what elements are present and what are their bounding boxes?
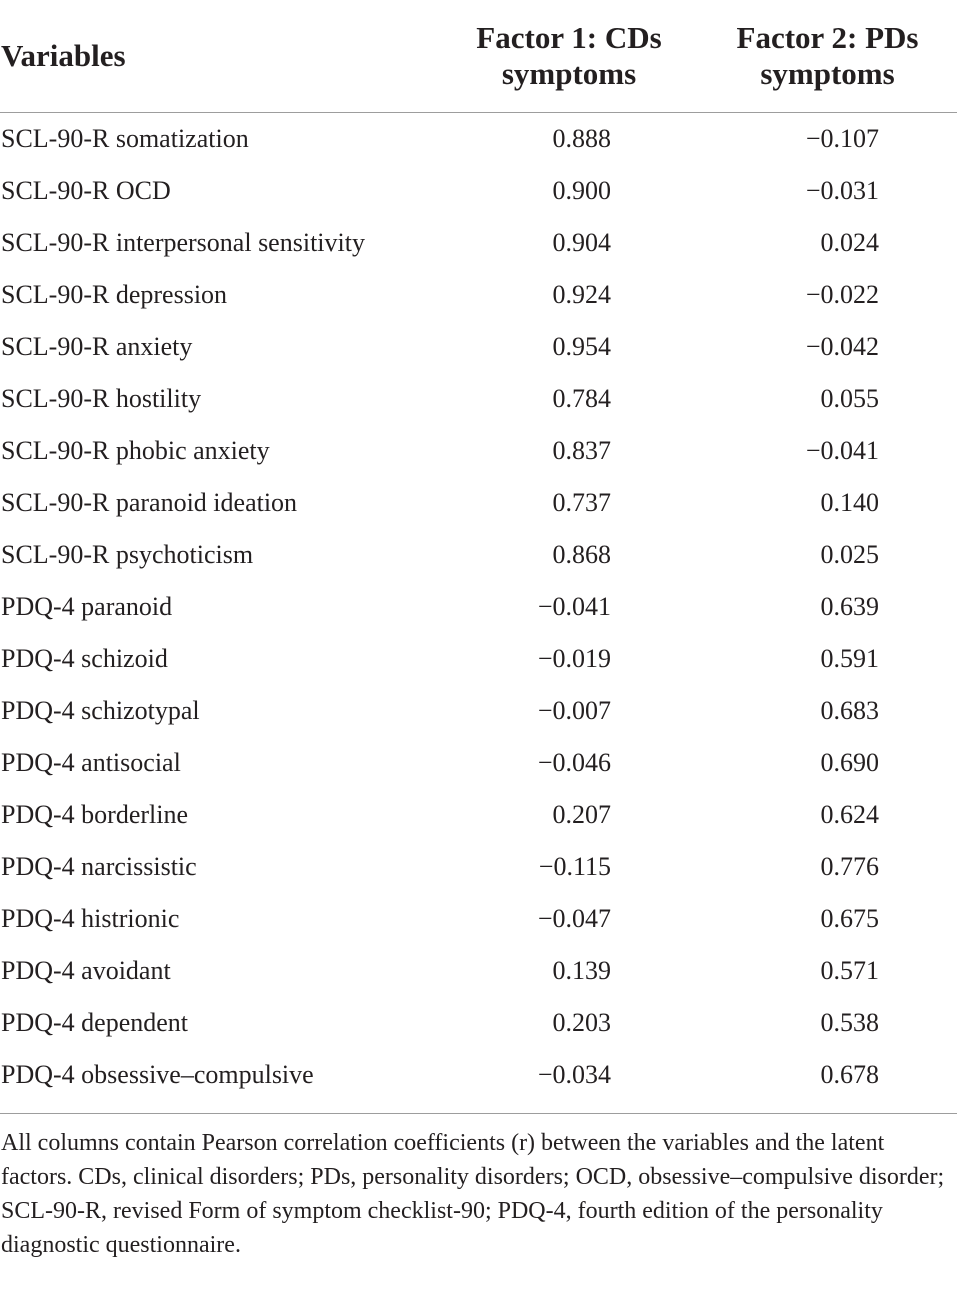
factor-1-value-cell: 0.954 (552, 332, 611, 361)
table-row (0, 945, 957, 997)
table-row (0, 789, 957, 841)
factor-1-value-cell: −0.115 (538, 852, 611, 881)
table-row (0, 529, 957, 581)
factor-1-value-cell: 0.837 (552, 436, 611, 465)
variable-cell: SCL-90-R depression (1, 280, 228, 309)
factor-2-value-cell: −0.031 (805, 176, 879, 205)
variable-cell: SCL-90-R psychoticism (1, 540, 254, 569)
variable-cell: PDQ-4 avoidant (1, 956, 171, 985)
factor-1-value-cell: 0.904 (552, 228, 611, 257)
variable-cell: SCL-90-R somatization (1, 124, 249, 153)
header-factor-2-line-2: symptoms (760, 56, 895, 91)
table-row (0, 581, 957, 633)
factor-1-value-cell: −0.019 (537, 644, 611, 673)
variable-cell: SCL-90-R interpersonal sensitivity (1, 228, 365, 257)
header-variables (0, 0, 430, 113)
factor-1-value-cell: 0.784 (552, 384, 611, 413)
factor-1-value-cell: −0.046 (537, 748, 611, 777)
header-variables-label: Variables (1, 38, 126, 73)
table-row (0, 685, 957, 737)
header-factor-2-line-1: Factor 2: PDs (736, 20, 919, 55)
factor-1-value-cell: 0.207 (552, 800, 611, 829)
factor-2-value-cell: −0.107 (805, 124, 879, 153)
factor-2-value-cell: 0.675 (820, 904, 879, 933)
factor-1-value-cell: 0.203 (552, 1008, 611, 1037)
table-row (0, 477, 957, 529)
table-row (0, 269, 957, 321)
variable-cell: PDQ-4 schizotypal (1, 696, 200, 725)
factor-2-value-cell: 0.025 (820, 540, 879, 569)
variable-cell: PDQ-4 antisocial (1, 748, 181, 777)
table-row (0, 841, 957, 893)
factor-1-value-cell: 0.139 (552, 956, 611, 985)
factor-2-value-cell: −0.041 (805, 436, 879, 465)
variable-cell: PDQ-4 paranoid (1, 592, 173, 621)
variable-cell: SCL-90-R anxiety (1, 332, 193, 361)
factor-2-value-cell: −0.042 (805, 332, 879, 361)
table-body (0, 113, 957, 1108)
factor-2-value-cell: 0.639 (820, 592, 879, 621)
variable-cell: PDQ-4 schizoid (1, 644, 168, 673)
table-row (0, 737, 957, 789)
factor-2-value-cell: 0.538 (820, 1008, 879, 1037)
factor-2-value-cell: 0.591 (820, 644, 879, 673)
table-row (0, 373, 957, 425)
variable-cell: PDQ-4 narcissistic (1, 852, 197, 881)
factor-2-value-cell: 0.776 (820, 852, 879, 881)
factor-2-value-cell: 0.024 (820, 228, 879, 257)
factor-1-value-cell: 0.900 (552, 176, 611, 205)
table-header (0, 0, 957, 113)
factor-1-value-cell: 0.737 (552, 488, 611, 517)
table-row (0, 1049, 957, 1107)
table-footnote: All columns contain Pearson correlation coefficients (r) between the variables and the latent factors. CDs, clinical disorders; PDs, personality disorders; OCD, obsessive–compulsive disorder; SCL-90-R, revised Form of symptom checklist-90; PDQ-4, fourth edition of the personality diagnostic questionnaire. (0, 1113, 957, 1262)
table-row (0, 633, 957, 685)
factor-1-value-cell: 0.888 (552, 124, 611, 153)
factor-2-value-cell: 0.140 (820, 488, 879, 517)
header-factor-2 (688, 0, 957, 113)
table-row (0, 321, 957, 373)
variable-cell: PDQ-4 borderline (1, 800, 189, 829)
variable-cell: SCL-90-R phobic anxiety (1, 436, 270, 465)
header-factor-1-line-1: Factor 1: CDs (476, 20, 662, 55)
factor-2-value-cell: 0.683 (820, 696, 879, 725)
factor-1-value-cell: −0.041 (537, 592, 611, 621)
factor-2-value-cell: −0.022 (805, 280, 879, 309)
variable-cell: PDQ-4 histrionic (1, 904, 180, 933)
factor-2-value-cell: 0.055 (820, 384, 879, 413)
table-row (0, 217, 957, 269)
factor-1-value-cell: 0.924 (552, 280, 611, 309)
header-factor-1-line-2: symptoms (501, 56, 637, 91)
table-row (0, 997, 957, 1049)
factor-2-value-cell: 0.571 (820, 956, 879, 985)
table-row (0, 165, 957, 217)
variable-cell: PDQ-4 obsessive–compulsive (1, 1060, 314, 1089)
factor-1-value-cell: −0.047 (537, 904, 611, 933)
table-row (0, 425, 957, 477)
factor-2-value-cell: 0.678 (820, 1060, 879, 1089)
table-row (0, 893, 957, 945)
factor-2-value-cell: 0.690 (820, 748, 879, 777)
header-row (0, 0, 957, 113)
factor-1-value-cell: 0.868 (552, 540, 611, 569)
variable-cell: PDQ-4 dependent (1, 1008, 189, 1037)
variable-cell: SCL-90-R hostility (1, 384, 202, 413)
factor-1-value-cell: −0.034 (537, 1060, 611, 1089)
factor-2-value-cell: 0.624 (820, 800, 879, 829)
variable-cell: SCL-90-R paranoid ideation (1, 488, 298, 517)
table-row (0, 113, 957, 166)
header-factor-1 (430, 0, 688, 113)
variable-cell: SCL-90-R OCD (1, 176, 171, 205)
factor-1-value-cell: −0.007 (537, 696, 611, 725)
